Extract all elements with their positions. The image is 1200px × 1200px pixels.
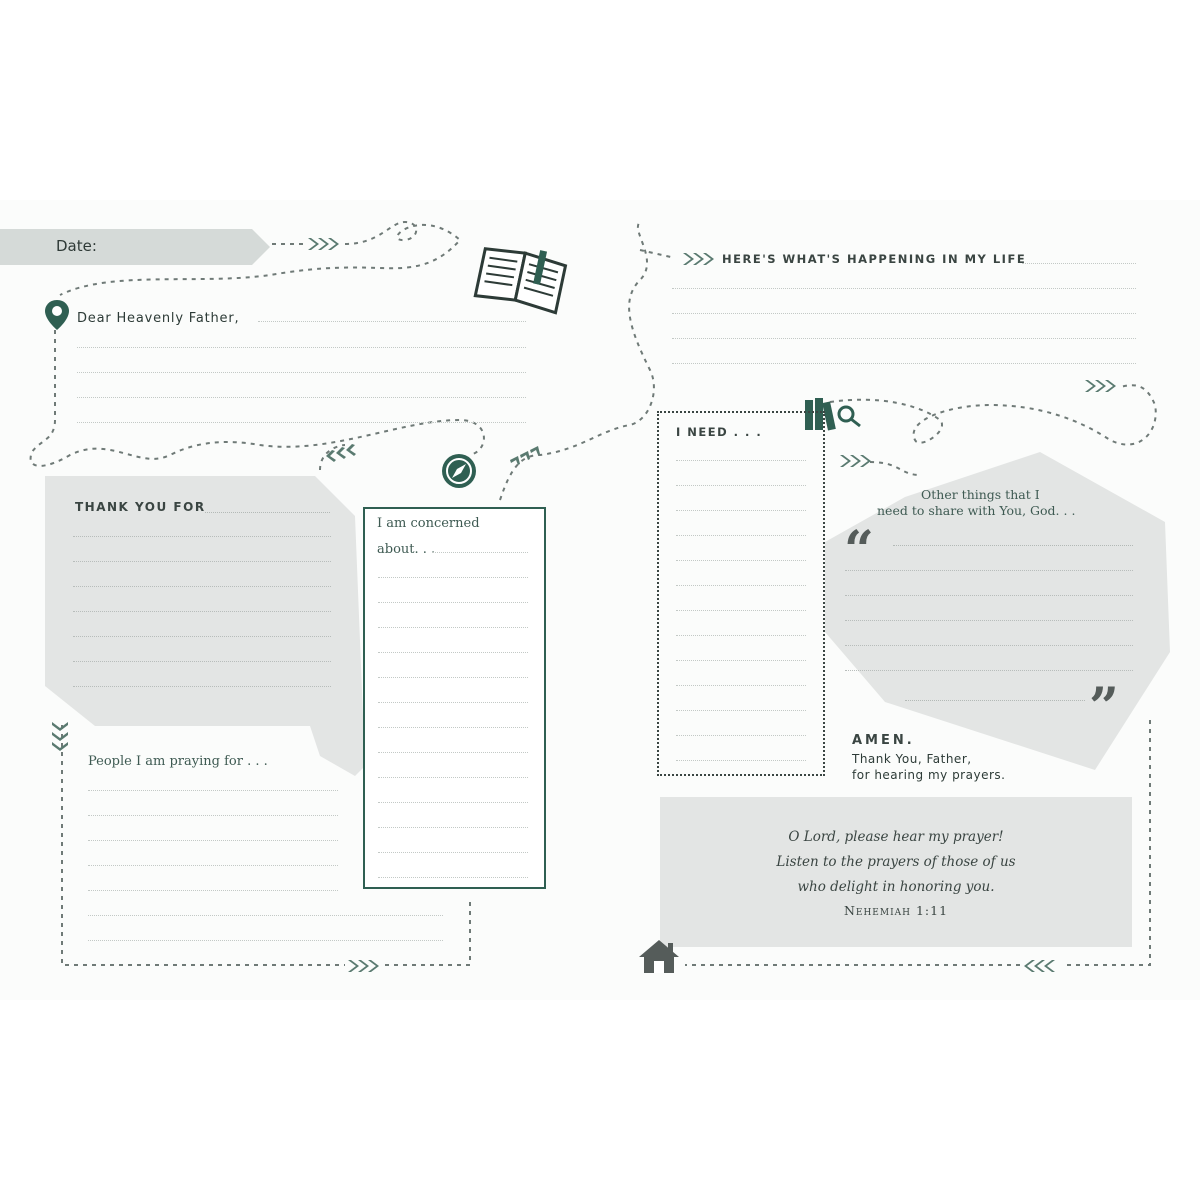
need-writing-lines (676, 436, 806, 761)
amen-line2: for hearing my prayers. (852, 768, 1006, 782)
open-quote-icon: “ (844, 520, 874, 581)
verse-line2: Listen to the prayers of those of us (776, 854, 1016, 870)
compass-icon (441, 453, 477, 489)
thank-you-writing-lines (73, 512, 331, 687)
other-things-last-line (905, 700, 1085, 701)
map-pin-icon (43, 298, 71, 332)
thank-you-heading: THANK YOU FOR (75, 500, 206, 514)
other-things-label-line2: need to share with You, God. . . (877, 503, 1076, 518)
greeting-lead-line (258, 321, 526, 322)
praying-for-wide-lines (88, 891, 443, 941)
close-quote-icon: ” (1089, 677, 1119, 738)
greeting-writing-lines (77, 323, 526, 423)
date-tab (0, 229, 270, 265)
verse-text (660, 825, 1132, 900)
happening-heading: HERE'S WHAT'S HAPPENING IN MY LIFE (722, 252, 1027, 266)
concerned-label-line1: I am concerned (377, 516, 480, 531)
verse-line1: O Lord, please hear my prayer! (788, 829, 1004, 845)
greeting-label: Dear Heavenly Father, (77, 311, 240, 326)
amen-heading: AMEN. (852, 733, 915, 748)
happening-writing-lines (672, 264, 1136, 364)
open-book-icon (472, 243, 572, 313)
concerned-label-line2: about. . . (377, 542, 436, 557)
praying-for-writing-lines (88, 766, 338, 891)
verse-line3: who delight in honoring you. (797, 879, 995, 895)
amen-line1: Thank You, Father, (852, 752, 972, 766)
other-things-writing-lines (845, 546, 1133, 671)
need-heading: I NEED . . . (676, 425, 763, 439)
house-icon (637, 937, 681, 975)
praying-for-label: People I am praying for . . . (88, 754, 268, 769)
date-label: Date: (56, 237, 97, 255)
verse-reference: Nehemiah 1:11 (843, 903, 949, 918)
other-things-label-line1: Other things that I (921, 487, 1040, 502)
concerned-writing-lines (378, 553, 528, 878)
